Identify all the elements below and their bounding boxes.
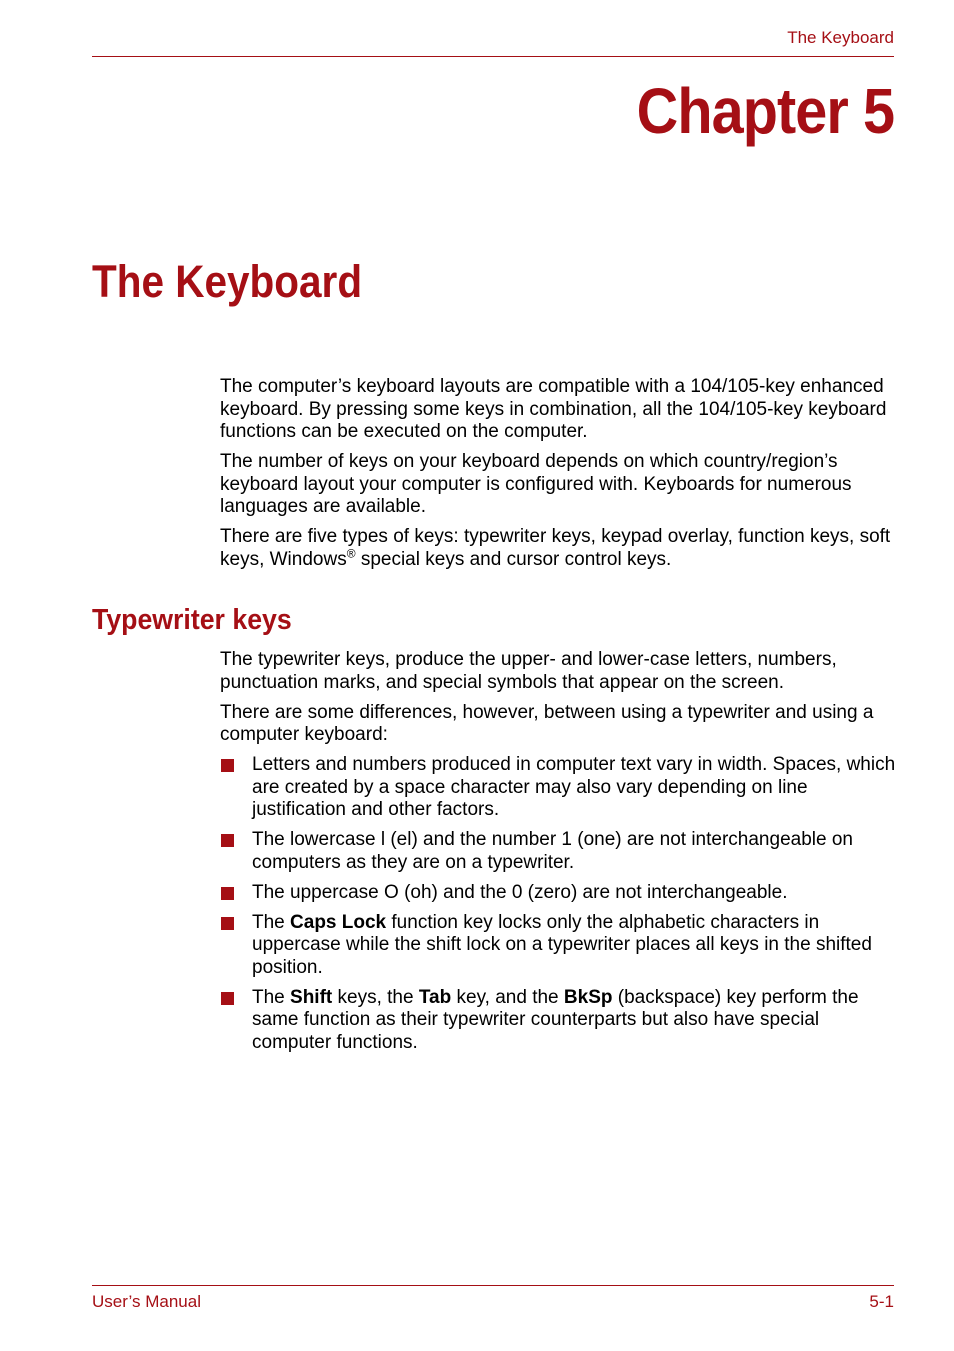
chapter-label: Chapter 5 <box>636 75 894 147</box>
list-item-text: function key locks only the alphabetic characters in uppercase while the shift lock on a typewriter places all keys in the shifted position. <box>252 911 872 978</box>
registered-mark: ® <box>346 546 356 561</box>
list-item-text: keys, the <box>332 986 419 1008</box>
intro-paragraph-1: The computer’s keyboard layouts are compatible with a 104/105-key enhanced keyboard. By pressing some keys in combination, all the 104/105-key keyboard functions can be executed on the computer. <box>220 376 887 442</box>
key-name-bksp: BkSp <box>563 986 613 1008</box>
list-item-text: (backspace) key perform the same function as their typewriter counterparts but also have special computer functions. <box>252 986 859 1053</box>
page-number: 5-1 <box>869 1292 894 1311</box>
header-rule <box>92 56 894 57</box>
list-item-text: The <box>252 911 291 933</box>
section-paragraph-2: There are some differences, however, between using a typewriter and using a computer keyboard: <box>220 701 874 745</box>
intro-paragraph-3 <box>220 526 900 571</box>
list-item <box>220 754 900 822</box>
square-bullet-icon <box>221 887 234 900</box>
list-item <box>220 829 900 874</box>
bullet-list <box>220 754 900 1054</box>
page-title: The Keyboard <box>92 256 363 307</box>
footer-rule <box>92 1285 894 1286</box>
list-item-text: key, and the <box>451 986 564 1008</box>
key-name-caps-lock: Caps Lock <box>290 911 387 933</box>
list-item-text: Letters and numbers produced in computer text vary in width. Spaces, which are created by a space character may also vary depending on line justification and other factors. <box>252 754 896 820</box>
running-header: The Keyboard <box>787 28 894 47</box>
intro-paragraph-3-text: There are five types of keys: typewriter keys, keypad overlay, function keys, soft keys, Windows <box>220 526 891 570</box>
list-item-text: The <box>252 986 291 1008</box>
section-paragraph-1: The typewriter keys, produce the upper- and lower-case letters, numbers, punctuation marks, and special symbols that appear on the screen. <box>220 649 837 693</box>
list-item-text: The lowercase l (el) and the number 1 (one) are not interchangeable on computers as they are on a typewriter. <box>252 829 853 873</box>
section-body <box>220 649 900 1062</box>
footer-manual-title: User’s Manual <box>92 1292 201 1311</box>
square-bullet-icon <box>221 759 234 772</box>
list-item <box>220 882 900 905</box>
list-item-text: The uppercase O (oh) and the 0 (zero) are not interchangeable. <box>252 881 788 903</box>
square-bullet-icon <box>221 992 234 1005</box>
intro-paragraph-3-text-end: special keys and cursor control keys. <box>355 548 672 570</box>
list-item <box>220 987 900 1055</box>
intro-block <box>220 376 900 579</box>
square-bullet-icon <box>221 917 234 930</box>
section-heading: Typewriter keys <box>92 604 292 636</box>
list-item <box>220 912 900 980</box>
intro-paragraph-2: The number of keys on your keyboard depends on which country/region’s keyboard layout your computer is configured with. Keyboards for numerous languages are available. <box>220 451 852 517</box>
key-name-tab: Tab <box>418 986 452 1008</box>
key-name-shift: Shift <box>290 986 333 1008</box>
square-bullet-icon <box>221 834 234 847</box>
